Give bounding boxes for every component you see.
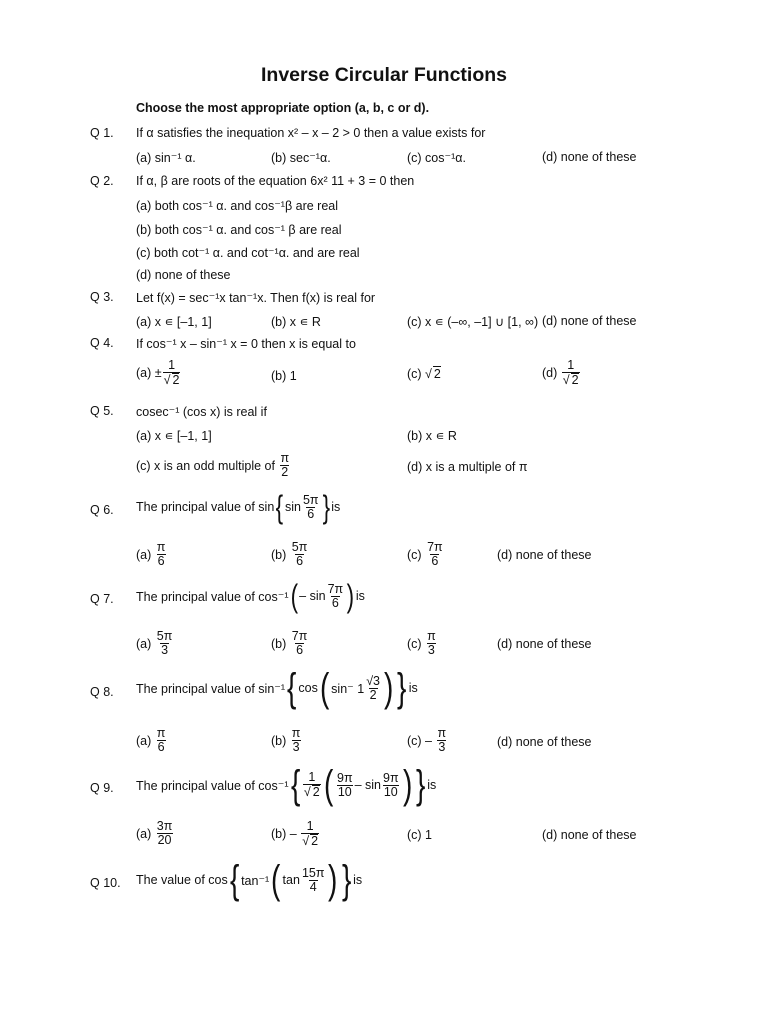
question-text: The principal value of sin⁻¹ { cos ( sin⁻ 1 $\frac{√3}{2}$ ) } is: [136, 666, 418, 710]
option-a: (a) ± $\frac{1}{√ 2}$: [136, 358, 180, 387]
option-b: (b) – $\frac{1}{√ 2}$: [271, 819, 319, 848]
question-number: Q 9.: [90, 781, 114, 795]
option-b: (b) x ∊ R: [271, 315, 321, 329]
question-number: Q 8.: [90, 685, 114, 699]
question-text: If cos⁻¹ x – sin⁻¹ x = 0 then x is equal to: [136, 337, 356, 351]
option-d: (d) $\frac{1}{√ 2}$: [542, 358, 579, 387]
option-b: (b) 1: [271, 369, 297, 383]
option-c: (c) x ∊ (–∞, –1] ∪ [1, ∞): [407, 315, 539, 329]
option-d: (d) none of these: [497, 548, 592, 562]
option-c: (c) $\frac{7\pi}{6}$: [407, 540, 443, 568]
option-a: (a) $\frac{3\pi}{20}$: [136, 819, 173, 847]
option-d: (d) none of these: [136, 268, 231, 282]
fraction: $\frac{\pi}{2}$: [280, 451, 290, 479]
option-c: (c) x is an odd multiple of $\frac{\pi}{2}$: [136, 451, 290, 479]
fraction: $\frac{1}{√ 2}$: [562, 358, 579, 387]
option-c: (c) – $\frac{\pi}{3}$: [407, 726, 447, 754]
question-text: The principal value of sin { sin $\frac{5\pi}{6}$ } is: [136, 489, 341, 525]
option-c: (c) √ 2: [407, 366, 441, 381]
option-a: (a) $\frac{\pi}{6}$: [136, 540, 166, 568]
option-c: (c) cos⁻¹α.: [407, 151, 466, 165]
option-d: (d) none of these: [497, 637, 592, 651]
fraction: $\frac{9\pi}{10}$: [337, 770, 353, 799]
fraction: $\frac{7\pi}{6}$: [327, 581, 344, 610]
option-b: (b) $\frac{\pi}{3}$: [271, 726, 301, 754]
question-text: Let f(x) = sec⁻¹x tan⁻¹x. Then f(x) is real for: [136, 291, 376, 305]
option-a: (a) both cos⁻¹ α. and cos⁻¹β are real: [136, 199, 338, 213]
question-number: Q 2.: [90, 174, 114, 188]
fraction: $\frac{5\pi}{6}$: [302, 492, 319, 521]
option-b: (b) both cos⁻¹ α. and cos⁻¹ β are real: [136, 223, 342, 237]
page-title: Inverse Circular Functions: [261, 64, 507, 86]
question-number: Q 5.: [90, 404, 114, 418]
option-a: (a) sin⁻¹ α.: [136, 151, 196, 165]
option-a: (a) $\frac{\pi}{6}$: [136, 726, 166, 754]
instruction: Choose the most appropriate option (a, b, c or d).: [136, 101, 430, 115]
question-text: The principal value of cos⁻¹ { $\frac{1}{√ 2}$ ( $\frac{9\pi}{10}$ – sin $\frac{9\pi}{10}$ ) } is: [136, 763, 437, 807]
option-c: (c) both cot⁻¹ α. and cot⁻¹α. and are real: [136, 246, 360, 260]
fraction: $\frac{1}{√ 2}$: [163, 358, 180, 387]
question-number: Q 7.: [90, 592, 114, 606]
option-d: (d) none of these: [542, 150, 637, 164]
question-text: cosec⁻¹ (cos x) is real if: [136, 405, 267, 419]
option-b: (b) $\frac{5\pi}{6}$: [271, 540, 308, 568]
question-text: The principal value of cos⁻¹ ( – sin $\frac{7\pi}{6}$ ) is: [136, 578, 365, 614]
option-d: (d) none of these: [542, 314, 637, 328]
fraction: $\frac{√3}{2}$: [366, 673, 380, 702]
option-a: (a) $\frac{5\pi}{3}$: [136, 629, 173, 657]
fraction: $\frac{9\pi}{10}$: [383, 770, 399, 799]
fraction: $\frac{1}{√ 2}$: [303, 770, 320, 799]
option-d: (d) none of these: [542, 828, 637, 842]
question-text: If α satisfies the inequation x² – x – 2 > 0 then a value exists for: [136, 126, 486, 140]
option-b: (b) sec⁻¹α.: [271, 151, 331, 165]
question-text: If α, β are roots of the equation 6x² 11 + 3 = 0 then: [136, 174, 415, 188]
question-text: The value of cos { tan⁻¹ ( tan $\frac{15\pi}{4}$ ) } is: [136, 858, 363, 902]
option-c: (c) 1: [407, 828, 432, 842]
question-number: Q 3.: [90, 290, 114, 304]
option-d: (d) none of these: [497, 735, 592, 749]
question-number: Q 1.: [90, 126, 114, 140]
option-a: (a) x ∊ [–1, 1]: [136, 429, 212, 443]
option-a: (a) x ∊ [–1, 1]: [136, 315, 212, 329]
option-c: (c) $\frac{\pi}{3}$: [407, 629, 436, 657]
question-number: Q 4.: [90, 336, 114, 350]
option-d: (d) x is a multiple of π: [407, 460, 528, 474]
question-number: Q 6.: [90, 503, 114, 517]
fraction: $\frac{15\pi}{4}$: [301, 865, 325, 894]
question-number: Q 10.: [90, 876, 121, 890]
option-b: (b) x ∊ R: [407, 429, 457, 443]
option-b: (b) $\frac{7\pi}{6}$: [271, 629, 308, 657]
